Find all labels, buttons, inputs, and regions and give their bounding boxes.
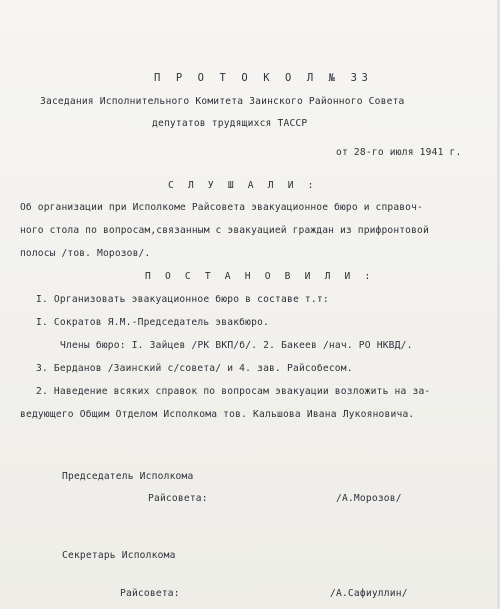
heard-text-line3: полосы /тов. Морозов/. xyxy=(20,248,151,259)
protocol-title: П Р О Т О К О Л № 33 xyxy=(154,72,373,84)
member-3: 3. Берданов /Заинский с/совета/ и 4. зав. Райсобесом. xyxy=(36,363,353,374)
chair-label-line1: Председатель Исполкома xyxy=(62,471,194,482)
secretary-label-line1: Секретарь Исполкома xyxy=(62,550,176,561)
secretary-label-line2: Райсовета: xyxy=(120,588,180,599)
heard-text-line2: ного стола по вопросам,связанным с эвакуацией граждан из прифронтовой xyxy=(20,225,429,236)
secretary-name: /А.Сафиуллин/ xyxy=(330,588,408,599)
protocol-subtitle-line1: Заседания Исполнительного Комитета Заинского Районного Совета xyxy=(40,96,405,107)
chair-label-line2: Райсовета: xyxy=(148,493,208,504)
resolution-item-2-line2: ведующего Общим Отделом Исполкома тов. Кальшова Ивана Лукояновича. xyxy=(20,409,415,420)
chair-name: /А.Морозов/ xyxy=(336,493,402,504)
protocol-subtitle-line2: депутатов трудящихся ТАССР xyxy=(152,118,308,129)
heard-text-line1: Об организации при Исполкоме Райсовета эвакуационное бюро и справоч- xyxy=(20,202,423,213)
member-1: I. Сократов Я.М.-Председатель эвакбюро. xyxy=(36,317,270,328)
members-list: Члены бюро: I. Зайцев /РК ВКП/б/. 2. Бакеев /нач. РО НКВД/. xyxy=(60,340,413,351)
protocol-date: от 28-го июля 1941 г. xyxy=(336,147,462,158)
resolution-item-1: I. Организовать эвакуационное бюро в составе т.т: xyxy=(36,294,329,305)
resolution-item-2-line1: 2. Наведение всяких справок по вопросам эвакуации возложить на за- xyxy=(36,386,431,397)
resolved-heading: П О С Т А Н О В И Л И : xyxy=(145,271,375,282)
heard-heading: С Л У Ш А Л И : xyxy=(168,180,318,191)
